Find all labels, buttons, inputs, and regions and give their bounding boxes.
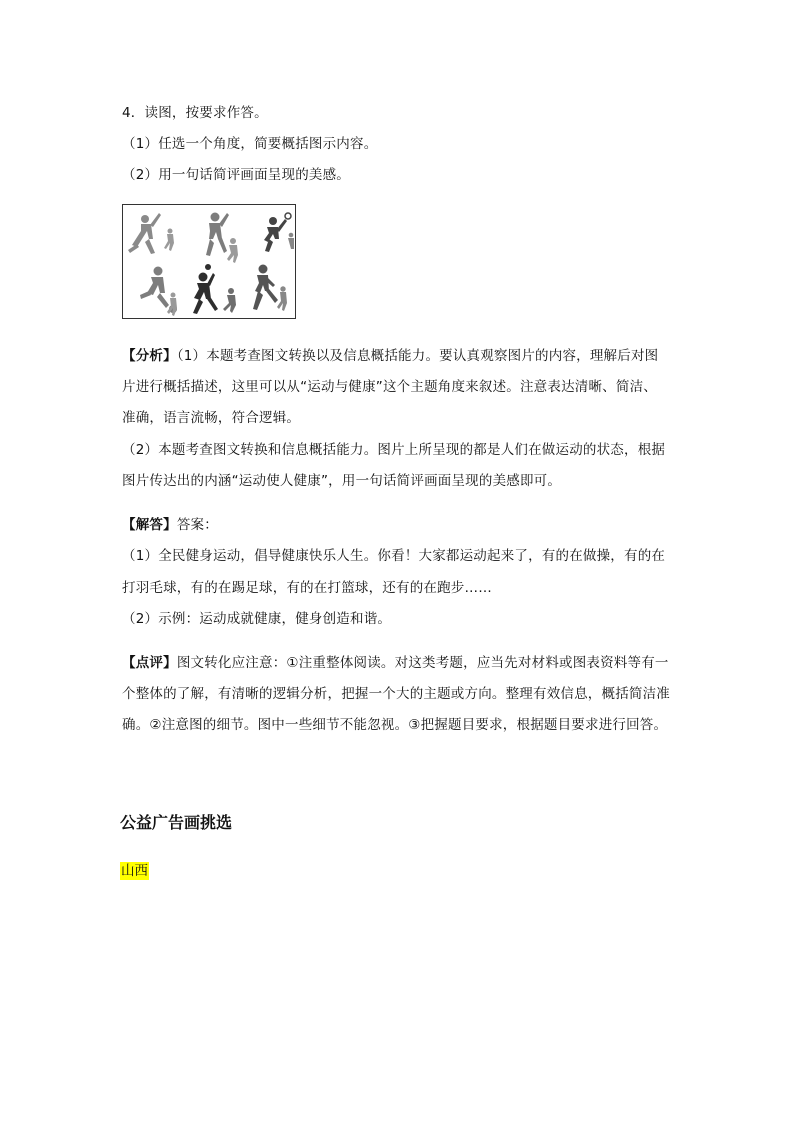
question-item-1: （1）任选一个角度，简要概括图示内容。 <box>122 136 378 152</box>
answer-tag: 【解答】 <box>122 517 177 533</box>
analysis-line-4: （2）本题考查图文转换和信息概括能力。图片上所呈现的都是人们在做运动的状态，根据 <box>122 442 666 458</box>
answer-line-3: （2）示例：运动成就健康，健身创造和谐。 <box>122 611 392 627</box>
analysis-line-2: 片进行概括描述，这里可以从“运动与健康”这个主题角度来叙述。注意表达清晰、简洁、 <box>122 379 657 395</box>
answer-line-2: 打羽毛球，有的在踢足球，有的在打篮球，还有的在跑步…… <box>122 580 492 596</box>
highlighted-region-label: 山西 <box>121 863 148 879</box>
question-item-2: （2）用一句话简评画面呈现的美感。 <box>122 167 350 183</box>
comment-line-1 <box>122 653 669 673</box>
sports-silhouettes-icon <box>123 205 295 318</box>
analysis-line-1 <box>122 346 658 366</box>
answer-intro: 答案： <box>176 517 218 533</box>
answer-line-1: （1）全民健身运动，倡导健康快乐人生。你看！大家都运动起来了，有的在做操，有的在 <box>122 548 666 564</box>
analysis-text-1: （1）本题考查图文转换以及信息概括能力。要认真观察图片的内容，理解后对图 <box>176 348 659 364</box>
sports-silhouettes-figure <box>122 204 296 319</box>
analysis-tag: 【分析】 <box>122 348 177 364</box>
analysis-line-5: 图片传达出的内涵“运动使人健康”，用一句话简评画面呈现的美感即可。 <box>122 473 562 489</box>
comment-line-2: 个整体的了解，有清晰的逻辑分析，把握一个大的主题或方向。整理有效信息，概括简洁准 <box>122 686 670 702</box>
comment-line-3: 确。②注意图的细节。图中一些细节不能忽视。③把握题目要求，根据题目要求进行回答。 <box>122 717 668 733</box>
question-title: 4．读图，按要求作答。 <box>122 105 268 121</box>
comment-text-1: 图文转化应注意：①注重整体阅读。对这类考题，应当先对材料或图表资料等有一 <box>176 655 669 671</box>
section-heading: 公益广告画挑选 <box>120 813 233 832</box>
answer-heading <box>122 515 218 535</box>
analysis-line-3: 准确，语言流畅，符合逻辑。 <box>122 410 301 426</box>
comment-tag: 【点评】 <box>122 655 177 671</box>
